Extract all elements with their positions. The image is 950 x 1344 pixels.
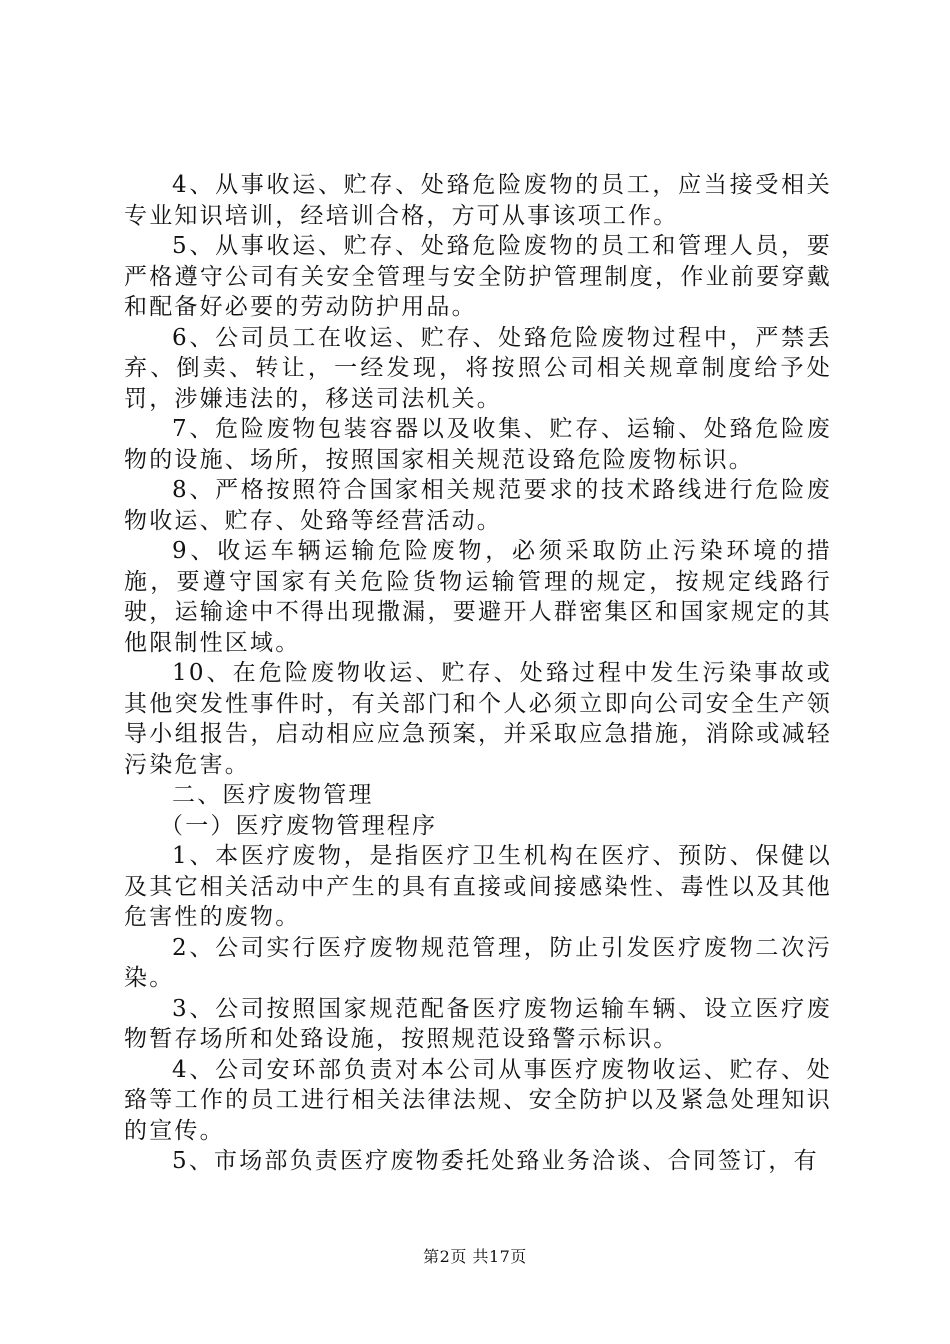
- paragraph-item-8: 8、严格按照符合国家相关规范要求的技术路线进行危险废物收运、贮存、处臵等经营活动。: [124, 477, 832, 534]
- paragraph-item-5: 5、从事收运、贮存、处臵危险废物的员工和管理人员，要严格遵守公司有关安全管理与安全防护管理制度，作业前要穿戴和配备好必要的劳动防护用品。: [124, 233, 832, 320]
- document-body: [124, 170, 832, 1177]
- paragraph-item-9: 9、收运车辆运输危险废物，必须采取防止污染环境的措施，要遵守国家有关危险货物运输管理的规定，按规定线路行驶，运输途中不得出现撒漏，要避开人群密集区和国家规定的其他限制性区域。: [124, 538, 832, 656]
- paragraph-item-6: 6、公司员工在收运、贮存、处臵危险废物过程中，严禁丢弃、倒卖、转让，一经发现，将按照公司相关规章制度给予处罚，涉嫌违法的，移送司法机关。: [124, 324, 832, 412]
- subsection-heading: （一）医疗废物管理程序: [160, 812, 438, 839]
- paragraph-medical-1: 1、本医疗废物，是指医疗卫生机构在医疗、预防、保健以及其它相关活动中产生的具有直接或间接感染性、毒性以及其他危害性的废物。: [124, 843, 832, 930]
- paragraph-medical-4: 4、公司安环部负责对本公司从事医疗废物收运、贮存、处臵等工作的员工进行相关法律法规、安全防护以及紧急处理知识的宣传。: [124, 1056, 832, 1144]
- page-footer: 第2页 共17页: [423, 1247, 527, 1266]
- paragraph-item-7: 7、危险废物包装容器以及收集、贮存、运输、处臵危险废物的设施、场所，按照国家相关规范设臵危险废物标识。: [124, 416, 832, 473]
- paragraph-medical-3: 3、公司按照国家规范配备医疗废物运输车辆、设立医疗废物暂存场所和处臵设施，按照规范设臵警示标识。: [124, 995, 832, 1052]
- paragraph-medical-5: 5、市场部负责医疗废物委托处臵业务洽谈、合同签订，有: [172, 1148, 819, 1174]
- paragraph-item-4: 4、从事收运、贮存、处臵危险废物的员工，应当接受相关专业知识培训，经培训合格，方可从事该项工作。: [124, 172, 832, 229]
- section-heading: 二、医疗废物管理: [172, 782, 374, 808]
- paragraph-item-10: 10、在危险废物收运、贮存、处臵过程中发生污染事故或其他突发性事件时，有关部门和个人必须立即向公司安全生产领导小组报告，启动相应应急预案，并采取应急措施，消除或减轻污染危害。: [124, 660, 832, 778]
- paragraph-medical-2: 2、公司实行医疗废物规范管理，防止引发医疗废物二次污染。: [124, 934, 832, 991]
